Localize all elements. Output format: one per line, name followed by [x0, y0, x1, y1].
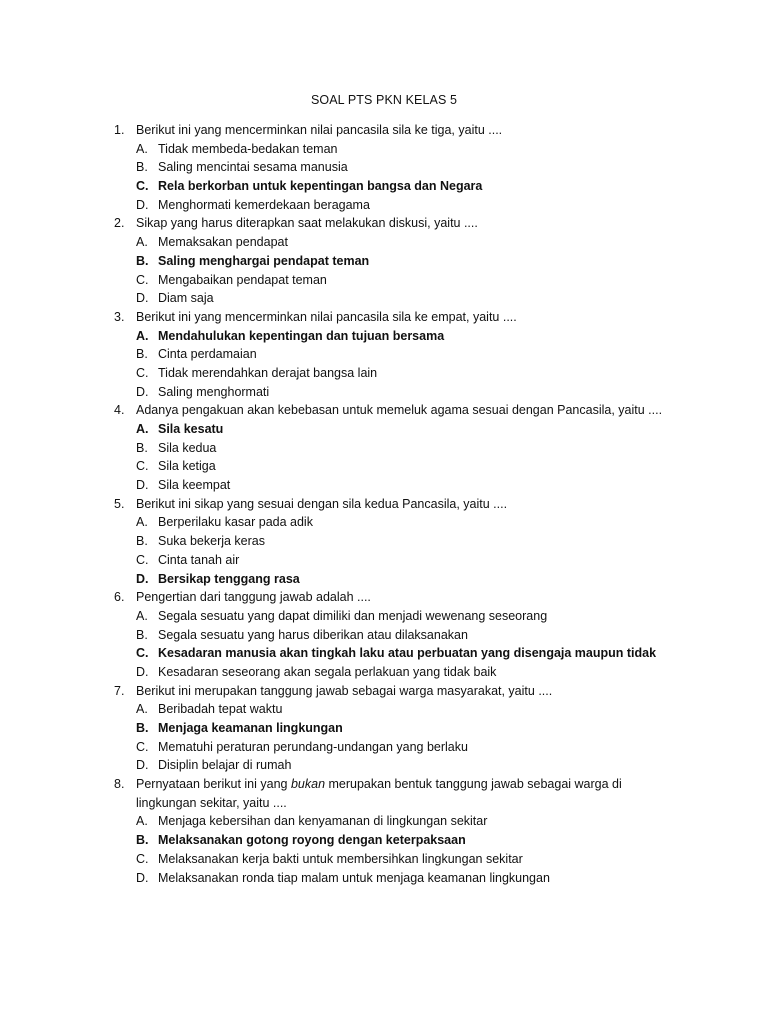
option-letter: D.: [136, 197, 149, 212]
question-list: [0, 121, 768, 887]
option-text: Memaksakan pendapat: [158, 235, 288, 250]
answer-option: [0, 289, 768, 308]
emphasis-word: bukan: [290, 777, 326, 792]
question-item: [0, 401, 768, 494]
question-text-line: [0, 495, 768, 514]
question-text-line: [0, 214, 768, 233]
option-letter: B.: [136, 253, 149, 268]
option-letter: C.: [136, 552, 149, 567]
option-letter: A.: [136, 422, 149, 436]
answer-option: [0, 570, 768, 589]
question-text: Berikut ini yang mencerminkan nilai pancasila sila ke empat, yaitu ....: [136, 309, 517, 324]
option-text: Diam saja: [158, 291, 214, 306]
answer-option: [0, 364, 768, 383]
option-text: Mematuhi peraturan perundang-undangan yang berlaku: [158, 739, 468, 754]
answer-option: [0, 812, 768, 831]
option-letter: C.: [136, 179, 149, 194]
option-letter: C.: [136, 739, 149, 754]
option-letter: D.: [136, 384, 149, 399]
option-letter: D.: [136, 571, 149, 586]
answer-option: [0, 756, 768, 775]
question-number: 3.: [114, 309, 125, 324]
option-text: Cinta tanah air: [158, 552, 240, 567]
option-text: Menjaga keamanan lingkungan: [158, 721, 343, 735]
question-item: [0, 308, 768, 401]
option-letter: C.: [136, 851, 149, 866]
option-text: Saling menghormati: [158, 384, 270, 399]
answer-option: [0, 719, 768, 738]
option-text: Tidak merendahkan derajat bangsa lain: [158, 365, 378, 380]
option-letter: D.: [136, 664, 149, 679]
option-text: Melaksanakan ronda tiap malam untuk menjaga keamanan lingkungan: [158, 870, 550, 885]
option-letter: A.: [136, 235, 148, 250]
option-letter: B.: [136, 627, 148, 642]
option-text: Disiplin belajar di rumah: [158, 758, 292, 773]
answer-option: [0, 663, 768, 682]
option-text: Sila kesatu: [158, 422, 224, 436]
question-number: 5.: [114, 496, 125, 511]
option-text: Sila keempat: [158, 478, 231, 493]
option-text: Melaksanakan gotong royong dengan keterpaksaan: [158, 833, 466, 848]
answer-option: [0, 626, 768, 645]
option-text: Mengabaikan pendapat teman: [158, 272, 327, 287]
answer-option: [0, 607, 768, 626]
option-letter: A.: [136, 702, 148, 717]
option-letter: B.: [136, 721, 149, 735]
answer-option: [0, 233, 768, 252]
option-text: Kesadaran seseorang akan segala perlakuan yang tidak baik: [158, 664, 497, 679]
option-text: Menjaga kebersihan dan kenyamanan di lingkungan sekitar: [158, 814, 488, 829]
question-text-line: [0, 308, 768, 327]
option-text: Cinta perdamaian: [158, 347, 257, 362]
question-text: Berikut ini yang mencerminkan nilai pancasila sila ke tiga, yaitu ....: [136, 123, 503, 137]
question-number: 7.: [114, 683, 125, 698]
option-letter: A.: [136, 608, 148, 623]
option-letter: A.: [136, 141, 148, 156]
answer-option: [0, 532, 768, 551]
answer-option: [0, 383, 768, 402]
option-text: Sila kedua: [158, 440, 217, 455]
question-item: [0, 775, 768, 887]
question-text-line: [0, 775, 768, 794]
option-text: Mendahulukan kepentingan dan tujuan bersama: [158, 328, 445, 343]
question-text-line: [0, 682, 768, 701]
answer-option: [0, 345, 768, 364]
option-letter: C.: [136, 646, 149, 661]
option-letter: D.: [136, 870, 149, 885]
option-text: Berperilaku kasar pada adik: [158, 515, 313, 530]
option-text: Saling mencintai sesama manusia: [158, 160, 348, 175]
answer-option: [0, 457, 768, 476]
option-text: Beribadah tepat waktu: [158, 702, 283, 717]
question-number: 2.: [114, 216, 125, 231]
answer-option: [0, 196, 768, 215]
question-number: 4.: [114, 403, 125, 418]
answer-option: [0, 420, 768, 439]
option-letter: C.: [136, 365, 149, 380]
question-item: [0, 588, 768, 681]
option-letter: D.: [136, 291, 149, 306]
answer-option: [0, 177, 768, 196]
question-text-line: [0, 401, 768, 420]
option-letter: C.: [136, 272, 149, 287]
document-title: SOAL PTS PKN KELAS 5: [310, 93, 458, 107]
answer-option: [0, 140, 768, 159]
option-text: Bersikap tenggang rasa: [158, 571, 300, 586]
question-number: 6.: [114, 590, 125, 605]
answer-option: [0, 513, 768, 532]
option-text: Menghormati kemerdekaan beragama: [158, 197, 370, 212]
question-text-line: [0, 794, 768, 813]
answer-option: [0, 831, 768, 850]
option-text: Sila ketiga: [158, 459, 216, 474]
question-item: [0, 682, 768, 775]
option-text: Segala sesuatu yang harus diberikan atau dilaksanakan: [158, 627, 468, 642]
question-item: [0, 214, 768, 307]
option-letter: B.: [136, 160, 148, 175]
option-text: Suka bekerja keras: [158, 534, 266, 549]
option-letter: B.: [136, 347, 148, 362]
option-text: Kesadaran manusia akan tingkah laku atau perbuatan yang disengaja maupun tidak: [158, 646, 657, 661]
question-text: Adanya pengakuan akan kebebasan untuk memeluk agama sesuai dengan Pancasila, yaitu ....: [136, 403, 663, 418]
answer-option: [0, 738, 768, 757]
option-text: Melaksanakan kerja bakti untuk membersihkan lingkungan sekitar: [158, 851, 523, 866]
answer-option: [0, 476, 768, 495]
option-letter: A.: [136, 515, 148, 530]
answer-option: [0, 327, 768, 346]
answer-option: [0, 252, 768, 271]
answer-option: [0, 850, 768, 869]
option-letter: B.: [136, 833, 149, 848]
question-text: Pernyataan berikut ini yang bukan merupakan bentuk tanggung jawab sebagai warga di: [136, 777, 622, 792]
question-item: [0, 495, 768, 588]
option-letter: D.: [136, 478, 149, 493]
question-text: lingkungan sekitar, yaitu ....: [136, 795, 287, 810]
option-letter: B.: [136, 534, 148, 549]
option-letter: B.: [136, 440, 148, 455]
question-text-line: [0, 121, 768, 140]
option-letter: D.: [136, 758, 149, 773]
answer-option: [0, 439, 768, 458]
option-text: Segala sesuatu yang dapat dimiliki dan menjadi wewenang seseorang: [158, 608, 548, 623]
question-text: Berikut ini sikap yang sesuai dengan sila kedua Pancasila, yaitu ....: [136, 496, 508, 511]
question-number: 1.: [114, 123, 125, 137]
question-text: Sikap yang harus diterapkan saat melakukan diskusi, yaitu ....: [136, 216, 478, 231]
question-text: Berikut ini merupakan tanggung jawab sebagai warga masyarakat, yaitu ....: [136, 683, 553, 698]
option-text: Tidak membeda-bedakan teman: [158, 141, 338, 156]
answer-option: [0, 158, 768, 177]
question-item: [0, 121, 768, 214]
option-text: Saling menghargai pendapat teman: [158, 253, 370, 268]
answer-option: [0, 271, 768, 290]
option-letter: A.: [136, 328, 149, 343]
answer-option: [0, 700, 768, 719]
question-text-line: [0, 588, 768, 607]
question-text: Pengertian dari tanggung jawab adalah ....: [136, 590, 371, 605]
option-text: Rela berkorban untuk kepentingan bangsa dan Negara: [158, 179, 483, 194]
question-number: 8.: [114, 777, 125, 792]
answer-option: [0, 869, 768, 888]
option-letter: A.: [136, 814, 148, 829]
answer-option: [0, 551, 768, 570]
option-letter: C.: [136, 459, 149, 474]
answer-option: [0, 644, 768, 663]
